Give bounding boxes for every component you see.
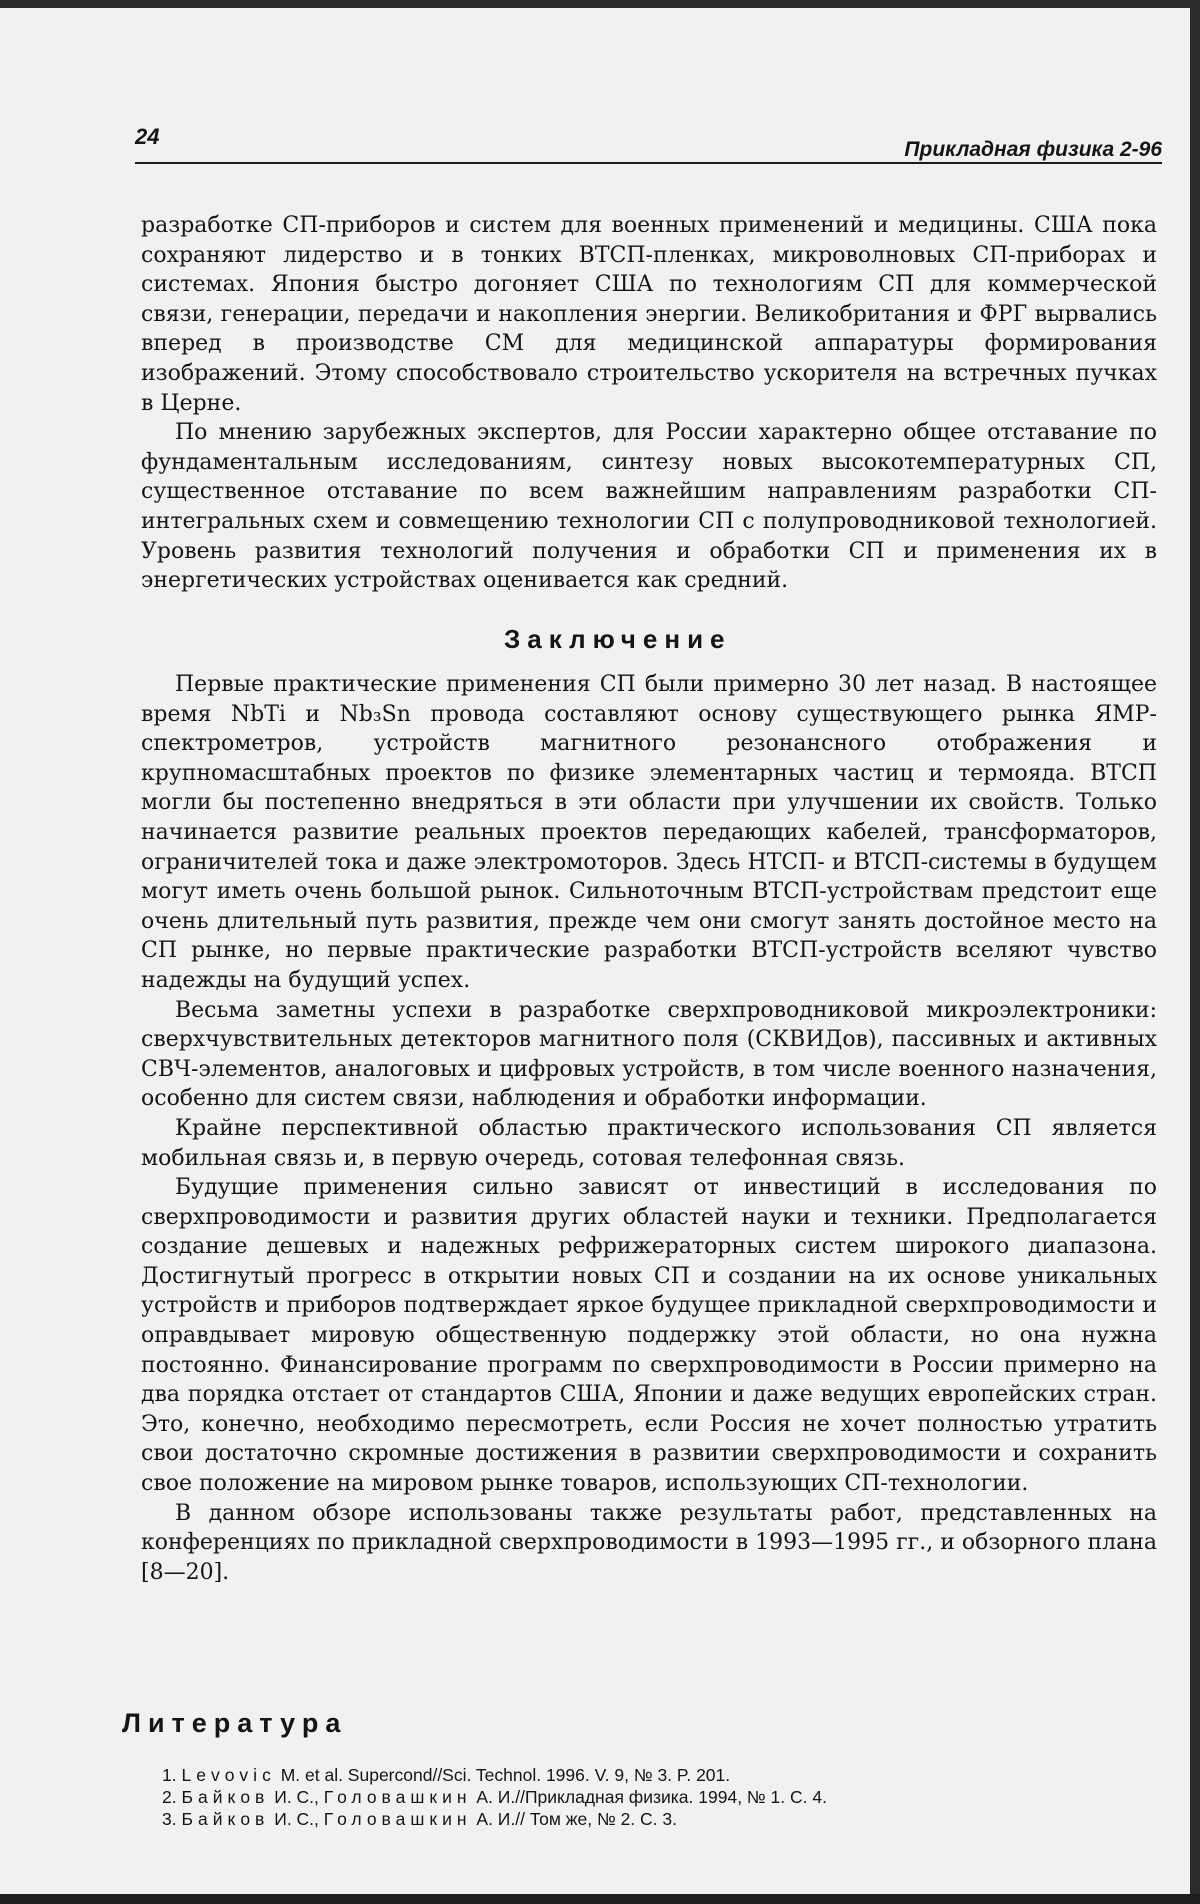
reference-authors: Головашкин — [323, 1809, 472, 1829]
page-number: 24 — [135, 124, 160, 149]
reference-authors: Байков — [181, 1787, 270, 1807]
reference-text: А. И.//Прикладная физика. 1994, № 1. С. 4. — [476, 1787, 827, 1807]
paragraph: По мнению зарубежных экспертов, для России характерно общее отставание по фундаментальным исследованиям, синтезу новых высокотемпературных СП, существенное отставание по всем важнейшим направлениям разработки СП-интегральных схем и совмещению технологии СП с полупроводниковой технологией. Уровень развития технологий получения и обработки СП и применения их в энергетических устройствах оценивается как средний. — [141, 420, 1157, 594]
paragraph: Весьма заметны успехи в разработке сверхпроводниковой микроэлектроники: сверхчувствительных детекторов магнитного поля (СКВИДов), пассивных и активных СВЧ-элементов, аналоговых и цифровых устройств, в том числе военного назначения, особенно для систем связи, наблюдения и обработки информации. — [141, 997, 1157, 1112]
reference-number: 3. — [162, 1809, 177, 1829]
paragraph: разработке СП-приборов и систем для военных применений и медицины. США пока сохраняют лидерство и в тонких ВТСП-пленках, микроволновых СП-приборах и системах. Япония быстро догоняет США по технологиям СП для коммерческой связи, генерации, передачи и накопления энергии. Великобритания и ФРГ вырвались вперед в производстве СМ для медицинской аппаратуры формирования изображений. Этому способствовало строительство ускорителя на встречных пучках в Церне. — [141, 213, 1157, 416]
reference-number: 2. — [162, 1787, 177, 1807]
reference-authors: Головашкин — [323, 1787, 472, 1807]
reference-item — [162, 1786, 1062, 1808]
conclusion-heading: Заключение — [504, 624, 732, 654]
reference-text: M. et al. Supercond//Sci. Technol. 1996. V. 9, № 3. P. 201. — [280, 1765, 731, 1785]
reference-authors: Levovic — [181, 1765, 276, 1785]
paragraph: Будущие применения сильно зависят от инвестиций в исследования по сверхпроводимости и развития других областей науки и техники. Предполагается создание дешевых и надежных рефрижераторных систем широкого диапазона. Достигнутый прогресс в открытии новых СП и создании на их основе уникальных устройств и приборов подтверждает яркое будущее прикладной сверхпроводимости и оправдывает мировую общественную поддержку этой области, но она нужна постоянно. Финансирование программ по сверхпроводимости в России примерно на два порядка отстает от стандартов США, Японии и даже ведущих европейских стран. Это, конечно, необходимо пересмотреть, если Россия не хочет полностью утратить свои достаточно скромные достижения в развитии сверхпроводимости и сохранить свое положение на мировом рынке товаров, использующих СП-технологии. — [141, 1175, 1157, 1497]
header-rule — [135, 162, 1162, 164]
reference-text: А. И.// Том же, № 2. С. 3. — [476, 1809, 677, 1829]
scan-border-top — [0, 0, 1200, 8]
journal-title: Прикладная физика 2-96 — [904, 138, 1162, 161]
reference-initials: И. С., — [274, 1787, 324, 1807]
scan-border-right — [1190, 0, 1200, 1904]
reference-number: 1. — [162, 1765, 177, 1785]
reference-item — [162, 1764, 1062, 1786]
conclusion-text — [141, 670, 1157, 1587]
paragraph: Крайне перспективной областью практического использования СП является мобильная связь и, в первую очередь, сотовая телефонная связь. — [141, 1115, 1157, 1171]
page-header — [135, 124, 1162, 168]
paragraph: В данном обзоре использованы также результаты работ, представленных на конференциях по прикладной сверхпроводимости в 1993—1995 гг., и обзорного плана [8—20]. — [141, 1500, 1157, 1585]
reference-initials: И. С., — [274, 1809, 324, 1829]
reference-list — [162, 1764, 1062, 1830]
intro-text — [141, 211, 1157, 596]
paragraph: Первые практические применения СП были примерно 30 лет назад. В настоящее время NbTi и Nb₃Sn провода составляют основу существующего рынка ЯМР-спектрометров, устройств магнитного резонансного отображения и крупномасштабных проектов по физике элементарных частиц и термояда. ВТСП могли бы постепенно внедряться в эти области при улучшении их свойств. Только начинается развитие реальных проектов передающих кабелей, трансформаторов, ограничителей тока и даже электромоторов. Здесь НТСП- и ВТСП-системы в будущем могут иметь очень большой рынок. Сильноточным ВТСП-устройствам предстоит еще очень длительный путь развития, прежде чем они смогут занять достойное место на СП рынке, но первые практические разработки ВТСП-устройств вселяют чувство надежды на будущий успех. — [141, 672, 1157, 993]
reference-item — [162, 1808, 1062, 1830]
reference-authors: Байков — [181, 1809, 270, 1829]
references-heading: Литература — [122, 1708, 348, 1738]
scan-border-bottom — [0, 1894, 1200, 1904]
